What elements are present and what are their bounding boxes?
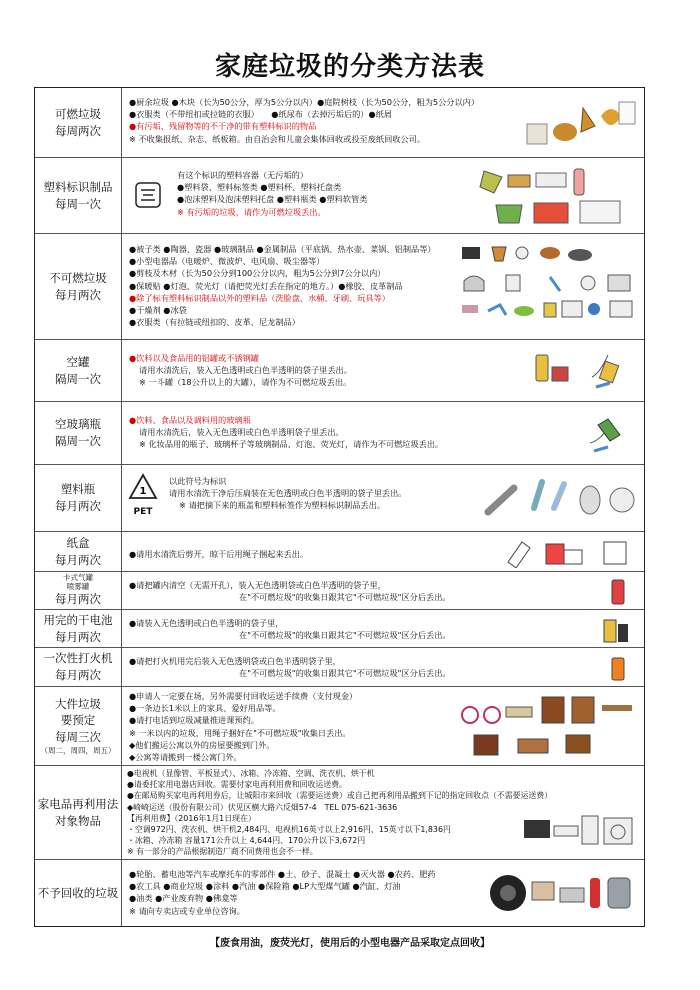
svg-text:1: 1: [139, 486, 147, 497]
desc-line: ●被子类 ●陶器、瓷器 ●玻璃制品 ●金属制品（平底锅、热水壶、菜锅、铝制品等）: [129, 244, 436, 254]
row-non-burnable: [35, 234, 644, 340]
category-name: 一次性打火机: [43, 651, 113, 666]
category-schedule: 每月两次: [55, 668, 101, 682]
category-schedule: 每月两次: [55, 629, 101, 644]
desc-line: 在"不可燃垃圾"的收集日跟其它"不可燃垃圾"区分后丢出。: [239, 592, 451, 603]
desc-line: ●塑料袋、塑料标签类 ●塑料杯、塑料托盘类: [177, 182, 342, 193]
pet-illustrations: [478, 469, 638, 527]
category-name: 空玻璃瓶: [55, 417, 101, 432]
category-cell: [35, 687, 122, 765]
appliance-illustrations: [522, 804, 638, 855]
glass-illustrations: [528, 406, 638, 460]
desc-line-warning: ※ 有污垢的垃圾，请作为可燃垃圾丢出。: [177, 206, 326, 217]
desc-line: 有这个标识的塑料容器（无污垢的）: [177, 170, 309, 180]
plastic-illustrations: [478, 162, 638, 229]
desc-line: ●请把打火机用完后装入无色透明袋或白色半透明袋子里，: [129, 656, 341, 666]
desc-line: ●请把罐内清空（无需开孔），装入无色透明袋或白色半透明的袋子里，: [129, 580, 386, 590]
desc-line: ※ 一米以内的垃圾，用绳子捆好在"不可燃垃圾"收集日丢出。: [129, 727, 351, 738]
category-cell: [35, 158, 122, 233]
desc-line: 在"不可燃垃圾"的收集日跟其它"不可燃垃圾"区分后丢出。: [239, 630, 451, 641]
category-schedule: 每周一次: [55, 196, 101, 211]
row-description: [129, 352, 352, 389]
category-cell: [35, 402, 122, 464]
desc-line: ●干燥剂 ●冰袋: [129, 305, 187, 316]
category-schedule: 每月两次: [55, 287, 101, 302]
pet-bottles-icon: [478, 472, 638, 524]
not-collected-illustrations: [488, 864, 638, 922]
category-name: 空罐: [66, 354, 90, 369]
desc-line: ※ 请向专卖店或专业单位咨询。: [129, 905, 245, 916]
category-note: 要预定: [60, 713, 96, 728]
desc-line: ●请打电话到垃圾减量推进课预约。: [129, 715, 259, 726]
desc-line: ◆崎崎运送（股份有限公司）伏见区横大路六反畑57-4 TEL 075-621-3636: [127, 802, 398, 812]
row-description: [169, 475, 406, 512]
row-appliance-recycling: [35, 766, 644, 860]
row-description: [129, 414, 443, 451]
appliances-icon: [522, 812, 638, 848]
row-paper-cartons: [35, 532, 644, 572]
row-burnable: [35, 88, 644, 158]
category-name: 家电品再利用法: [37, 796, 119, 811]
category-cell: [35, 234, 122, 339]
page-title: 家庭垃圾的分类方法表: [214, 52, 485, 82]
desc-line: ●剪枝及木材（长为50公分到100公分以内，粗为5公分到7公分以内）: [129, 268, 386, 279]
desc-line: ・冰箱、冷冻箱 容量171公升以上 4,644円、170公升以下3,672円: [127, 836, 366, 846]
spray-illustrations: [598, 576, 638, 605]
desc-line: ●请装入无色透明或白色半透明的袋子里，: [129, 618, 284, 628]
lighter-illustrations: [598, 652, 638, 682]
row-description: [127, 768, 552, 858]
category-schedule: 每周三次: [55, 729, 101, 744]
desc-line: 【再利用费】（2016年1月1日现在）: [127, 813, 256, 823]
row-plastic-marked: [35, 158, 644, 234]
pet-label: PET: [133, 507, 153, 517]
non-burnable-items-icon: [458, 239, 638, 335]
paper-carton-icon: [498, 536, 638, 568]
row-glass-bottles: [35, 402, 644, 465]
cans-icon: [528, 349, 638, 393]
row-pet-bottles: [35, 465, 644, 532]
desc-line: 请用水清洗干净后压扁装在无色透明或白色半透明的袋子里丢出。: [169, 488, 407, 499]
category-cell: [35, 88, 122, 157]
row-description: [177, 169, 367, 218]
plastic-items-icon: [478, 165, 638, 227]
spray-can-icon: [598, 576, 638, 606]
desc-line: ●农工具 ●商业垃圾 ●涂料 ●汽油 ●保险箱 ●LP大型煤气罐 ●汽缸、灯油: [129, 881, 401, 892]
row-description: [129, 96, 479, 145]
furniture-icon: [458, 691, 638, 761]
category-name: 卡式气罐: [63, 573, 93, 583]
plastic-recycle-mark-icon: [135, 182, 161, 208]
desc-line: ●油类 ●产业废弃物 ●佛龛等: [129, 893, 238, 904]
row-description: [129, 548, 308, 560]
desc-line-warning: ●饮料、食品以及调料用的玻璃瓶: [129, 415, 251, 425]
desc-line-warning: ●饮料以及食品用的铝罐或不锈钢罐: [129, 353, 259, 363]
desc-line: ●保暖贴 ●灯泡、荧光灯（请把荧光灯丢在指定的地方。）●橡胶、皮革制品: [129, 280, 403, 291]
category-name: 可燃垃圾: [55, 106, 101, 121]
category-cell: [35, 766, 122, 859]
desc-line: ◆公寓等请搬到一楼公寓门外。: [129, 752, 242, 763]
row-description: [129, 655, 451, 679]
cans-illustrations: [528, 344, 638, 397]
category-name: 纸盒: [66, 535, 90, 550]
desc-line-warning: ●有污垢、残留物等的不干净的带有塑料标识的物品: [129, 121, 317, 132]
lighter-icon: [598, 652, 638, 682]
battery-illustrations: [598, 614, 638, 643]
category-cell: [35, 340, 122, 401]
hazardous-items-icon: [488, 868, 638, 918]
bulky-illustrations: [458, 691, 638, 761]
row-bulky-waste: [35, 687, 644, 766]
category-name-2: 对象物品: [55, 813, 101, 828]
category-name-2: 喷雾罐: [66, 582, 90, 592]
desc-line: ●小型电器品（电暖炉、微波炉、电风扇、吸尘器等）: [129, 256, 325, 267]
desc-line-warning: ●除了标有塑料标识制品以外的塑料品（洗脸盘、水桶、牙刷、玩具等）: [129, 292, 390, 303]
category-name: 不可燃垃圾: [49, 270, 107, 285]
desc-line: ※ 请把摘下来的瓶盖和塑料标签作为塑料标识制品丢出。: [179, 500, 385, 511]
row-description: [129, 868, 436, 917]
burnable-illustrations: [523, 92, 638, 153]
category-name: 塑料瓶: [60, 482, 96, 497]
desc-line: ●泡沫塑料及泡沫塑料托盘 ●塑料瓶类 ●塑料软管类: [177, 194, 368, 205]
footer-note: 【废食用油，废荧光灯，使用后的小型电器产品采取定点回收】: [210, 938, 490, 949]
desc-line: ●衣服类（有拉链或纽扣的、皮革、尼龙制品）: [129, 317, 300, 328]
desc-line: ※ 一斗罐（18公升以上的大罐），请作为不可燃垃圾丢出。: [139, 377, 352, 388]
category-name: 塑料标识制品: [43, 179, 113, 194]
desc-line: ●厨余垃圾 ●木块（长为50公分，厚为5公分以内）●庭院树枝（长为50公分，粗为5公分以内）: [129, 97, 480, 107]
row-dry-batteries: [35, 610, 644, 648]
category-name: 用完的干电池: [43, 612, 113, 627]
category-schedule: 隔周一次: [55, 371, 101, 386]
row-description: [129, 690, 357, 763]
category-cell: [35, 572, 122, 609]
desc-line: 在"不可燃垃圾"的收集日跟其它"不可燃垃圾"区分后丢出。: [239, 668, 451, 679]
category-schedule: 每月两次: [55, 552, 101, 567]
row-gas-spray-cans: [35, 572, 644, 610]
category-cell: [35, 610, 122, 647]
category-cell: [35, 532, 122, 571]
category-name: 大件垃圾: [55, 696, 101, 711]
desc-line: ※ 有一部分的产品根据制造厂商不同费用也会不一样。: [127, 847, 318, 857]
row-not-collected: [35, 860, 644, 926]
row-description: [129, 243, 436, 328]
carton-illustrations: [498, 536, 638, 567]
category-cell: [35, 465, 122, 531]
desc-line: ●在邮局购买家电再利用券后，让城阳市来回收（需要运送费）或自己把再利用品搬到下记的指定回收点（不需要运送费）: [127, 791, 553, 801]
desc-line: ●请委托家用电器店回收。需要付家电再利用费和回收运送费。: [127, 780, 347, 790]
desc-line: ●电视机（显像管、平板显式）、冰箱、冷冻箱、空调、洗衣机、烘干机: [127, 769, 375, 778]
category-cell: [35, 860, 122, 926]
desc-line: ◆他们搬运公寓以外的房屋要搬到门外。: [129, 739, 275, 750]
category-name: 不予回收的垃圾: [37, 885, 119, 900]
desc-line: ※ 化妆品用的瓶子、玻璃杯子等玻璃制品、灯泡、荧光灯，请作为不可燃垃圾丢出。: [139, 439, 444, 450]
category-schedule: 隔周一次: [55, 434, 101, 448]
desc-line: ●申请人一定要在场，另外需要付回收运送手续费（支付现金）: [129, 691, 358, 701]
row-empty-cans: [35, 340, 644, 402]
category-schedule: 每月两次: [55, 499, 101, 513]
non-burnable-illustrations: [458, 238, 638, 335]
category-schedule: 每月两次: [55, 592, 101, 607]
desc-line: 请用水清洗后，装入无色透明或白色半透明的袋子里丢出。: [139, 365, 352, 376]
desc-line: ・空调972円、洗衣机、烘干机2,484円、电视机16英寸以上2,916円、15英寸以下1,836円: [127, 825, 451, 835]
battery-icon: [598, 614, 638, 644]
row-disposable-lighters: [35, 648, 644, 687]
category-schedule: 每周两次: [55, 123, 101, 138]
desc-line: 请用水清洗后，装入无色透明或白色半透明袋子里丢出。: [139, 427, 344, 438]
category-days: （周二，周四，周五）: [40, 745, 116, 755]
sorting-table: [34, 87, 645, 927]
row-description: [129, 617, 451, 641]
glass-bottle-icon: [528, 411, 638, 455]
desc-line: ●衣服类（不带纽扣或拉链的衣服） ●纸尿布（去掉污垢后的）●纸屑: [129, 109, 392, 120]
category-cell: [35, 648, 122, 686]
desc-line: 以此符号为标识: [169, 476, 227, 486]
desc-line: ●请用水清洗后剪开，晾干后用绳子捆起来丢出。: [129, 549, 309, 559]
desc-line: ※ 不收集报纸、杂志、纸板箱。由自治会和儿童会集体回收或投至废纸回收公司。: [129, 133, 426, 144]
desc-line: ●轮胎、蓄电池等汽车或摩托车的零部件 ●土、砂子、混凝土 ●灭火器 ●农药、肥药: [129, 869, 436, 879]
desc-line: ●一条边长1米以上的家具、爱好用品等。: [129, 703, 281, 714]
row-description: [129, 579, 451, 603]
burnable-items-icon: [523, 94, 638, 152]
